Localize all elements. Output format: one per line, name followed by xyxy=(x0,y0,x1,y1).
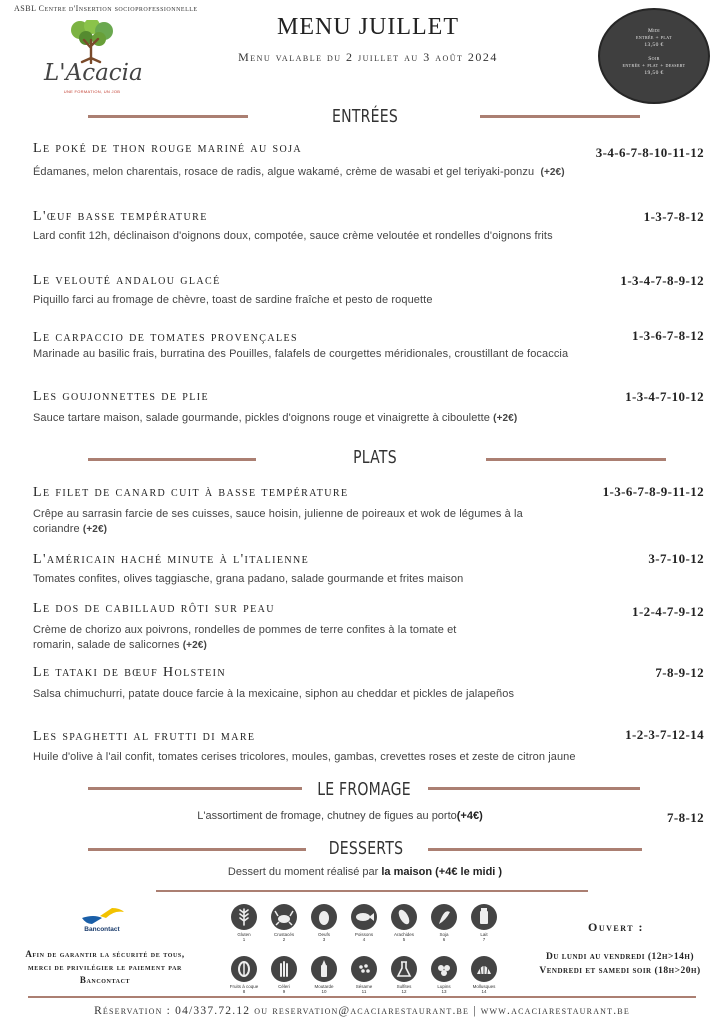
supplement: (+2€) xyxy=(540,167,565,178)
dish-name: Le tataki de bœuf Holstein xyxy=(33,665,227,680)
allergen-codes: 3-7-10-12 xyxy=(648,551,704,566)
section-title-fromage: LE FROMAGE xyxy=(317,779,411,800)
allergen-legend-item xyxy=(304,904,344,942)
allergen-legend-item xyxy=(464,904,504,942)
dish-name: Le filet de canard cuit à basse température xyxy=(33,485,349,500)
dish-desc: Sauce tartare maison, salade gourmande, pickles d'oignons rouge et vinaigrette à ciboulette (+2€) xyxy=(33,412,518,424)
midi-label: Midi xyxy=(647,28,661,34)
allergen-legend-item xyxy=(424,904,464,942)
divider xyxy=(88,115,248,118)
dish-name: Le poké de thon rouge mariné au soja xyxy=(33,141,303,156)
allergen-legend-label: Arachides 5 xyxy=(393,932,414,942)
dish-name: L'œuf basse température xyxy=(33,209,208,224)
allergen-legend-label: Soja 6 xyxy=(439,932,449,942)
allergen-legend-item xyxy=(264,904,304,942)
supplement: (+2€) xyxy=(493,413,518,424)
allergen-codes: 7-8-9-12 xyxy=(655,665,704,680)
fromage-desc: L'assortiment de fromage, chutney de figues au porto(+4€) xyxy=(197,810,483,822)
dish-desc: Salsa chimuchurri, patate douce farcie à la mexicaine, siphon au cheddar et pickles de jalapeños xyxy=(33,688,515,700)
bancontact-label: Bancontact xyxy=(84,926,120,933)
soy-icon xyxy=(431,904,457,930)
dish-name: Les goujonnettes de plie xyxy=(33,389,209,404)
allergen-legend-item xyxy=(464,956,504,994)
allergen-legend-item xyxy=(424,956,464,994)
allergen-legend-item xyxy=(344,904,384,942)
allergen-legend-label: Gluten 1 xyxy=(237,932,251,942)
fish-icon xyxy=(351,904,377,930)
dish-name: Les spaghetti al frutti di mare xyxy=(33,729,256,744)
dish-name: Le velouté andalou glacé xyxy=(33,273,221,288)
section-title-plats: PLATS xyxy=(353,447,397,468)
footer-contact: Réservation : 04/337.72.12 ou reservation@acaciarestaurant.be | www.acaciarestaurant.be xyxy=(94,1005,630,1017)
divider xyxy=(480,115,640,118)
divider xyxy=(486,458,666,461)
payment-note: Afin de garantir la sécurité de tous, merci de privilégier le paiement par Bancontact xyxy=(25,949,185,985)
soir-price: 19,50 € xyxy=(644,70,664,76)
dish-desc: Crème de chorizo aux poivrons, rondelles de pommes de terre confites à la tomate et romarin, salade de salicornes (+2€) xyxy=(33,624,457,651)
allergen-codes: 3-4-6-7-8-10-11-12 xyxy=(595,145,704,160)
allergen-codes: 7-8-12 xyxy=(666,810,704,825)
dish-desc: Tomates confites, olives taggiasche, grana padano, salade gourmande et frites maison xyxy=(33,573,464,585)
allergen-legend-label: Oeufs 3 xyxy=(317,932,330,942)
sesame-icon xyxy=(351,956,377,982)
price-badge xyxy=(598,8,710,104)
allergen-legend-item xyxy=(384,904,424,942)
dish-name: Le dos de cabillaud rôti sur peau xyxy=(33,601,275,616)
dish-desc: Piquillo farci au fromage de chèvre, toast de sardine fraîche et pesto de roquette xyxy=(33,294,433,306)
allergen-legend-label: Sulfites 12 xyxy=(396,984,412,994)
soir-label: Soir xyxy=(648,56,660,62)
opening-hours-weekday: Du lundi au vendredi (12h>14h) xyxy=(545,952,695,962)
tree-icon xyxy=(44,20,140,64)
allergen-legend-label: Fruits à coque 8 xyxy=(229,984,259,994)
allergen-legend-item xyxy=(264,956,304,994)
allergen-codes: 1-3-6-7-8-12 xyxy=(632,328,704,343)
opening-title: Ouvert : xyxy=(588,920,645,934)
logo-tagline: UNE FORMATION, UN JOB xyxy=(63,89,121,94)
acacia-logo xyxy=(44,20,143,100)
allergen-legend-item xyxy=(224,956,264,994)
celery-icon xyxy=(271,956,297,982)
sulfite-icon xyxy=(391,956,417,982)
allergen-legend-label: Moutarde 10 xyxy=(314,984,334,994)
opening-hours-evening: Vendredi et samedi soir (18h>20h) xyxy=(539,966,701,976)
allergen-legend-item xyxy=(304,956,344,994)
dish-name: L'américain haché minute à l'italienne xyxy=(33,552,310,567)
dish-desc: Marinade au basilic frais, burratina des Pouilles, falafels de courgettes méridionales, croustillant de focaccia xyxy=(33,348,569,360)
allergen-legend-item xyxy=(384,956,424,994)
logo-text: L'Acacia xyxy=(44,60,143,86)
divider xyxy=(428,787,640,790)
dish-name: Le carpaccio de tomates provençales xyxy=(33,330,298,345)
dish-desc: Édamanes, melon charentais, rosace de radis, algue wakamé, crème de wasabi et gel teriyaki-ponzu (+2€) xyxy=(33,166,565,178)
divider xyxy=(88,848,306,851)
egg-icon xyxy=(311,904,337,930)
nut-icon xyxy=(231,956,257,982)
midi-desc: entrée + plat xyxy=(636,35,672,41)
divider xyxy=(28,996,696,998)
allergen-legend-label: Mollusques 14 xyxy=(472,984,496,994)
supplement: (+4€) xyxy=(456,810,483,822)
lupin-icon xyxy=(431,956,457,982)
wheat-icon xyxy=(231,904,257,930)
dish-desc: Crêpe au sarrasin farcie de ses cuisses, sauce hoisin, julienne de poireaux et wok de légumes à la coriandre (+2€) xyxy=(33,508,523,535)
dish-desc: Lard confit 12h, déclinaison d'oignons doux, compotée, sauce crème veloutée et rondelles d'oignons frits xyxy=(33,230,553,242)
allergen-legend-label: Sésame 11 xyxy=(355,984,373,994)
allergen-legend-item xyxy=(224,904,264,942)
crab-icon xyxy=(271,904,297,930)
allergen-codes: 1-3-4-7-8-9-12 xyxy=(620,273,704,288)
midi-price: 13,50 € xyxy=(644,42,664,48)
allergen-legend-label: Poissons 4 xyxy=(354,932,374,942)
allergen-legend-label: Crustacés 2 xyxy=(273,932,295,942)
dessert-desc: Dessert du moment réalisé par la maison (+4€ le midi ) xyxy=(227,866,503,878)
allergen-codes: 1-2-3-7-12-14 xyxy=(625,727,704,742)
divider xyxy=(88,458,256,461)
allergen-codes: 1-3-7-8-12 xyxy=(643,209,704,224)
allergen-codes: 1-2-4-7-9-12 xyxy=(632,604,704,619)
allergen-legend-label: Céleri 9 xyxy=(278,984,290,994)
section-title-desserts: DESSERTS xyxy=(328,838,404,859)
allergen-codes: 1-3-4-7-10-12 xyxy=(625,389,704,404)
section-title-entrees: ENTRÉES xyxy=(331,106,399,127)
allergen-codes: 1-3-6-7-8-9-11-12 xyxy=(602,484,704,499)
page-title: MENU JUILLET xyxy=(277,14,459,40)
allergen-legend-label: Lupins 13 xyxy=(437,984,451,994)
supplement: (+2€) xyxy=(82,524,108,535)
supplement: (+2€) xyxy=(182,640,207,651)
page-subtitle: Menu valable du 2 juillet au 3 août 2024 xyxy=(238,50,498,64)
allergen-legend-label: Lait 7 xyxy=(480,932,488,942)
divider xyxy=(156,890,588,892)
milk-icon xyxy=(471,904,497,930)
mustard-icon xyxy=(311,956,337,982)
divider xyxy=(88,787,302,790)
soir-desc: entrée + plat + dessert xyxy=(622,63,686,69)
shell-icon xyxy=(471,956,497,982)
peanut-icon xyxy=(391,904,417,930)
asbl-label: ASBL Centre d'Insertion socioprofessionnelle xyxy=(14,4,198,13)
divider xyxy=(428,848,642,851)
dish-desc: Huile d'olive à l'ail confit, tomates cerises tricolores, moules, gambas, crevettes roses et zeste de citron jaune xyxy=(33,751,576,763)
allergen-legend-item xyxy=(344,956,384,994)
